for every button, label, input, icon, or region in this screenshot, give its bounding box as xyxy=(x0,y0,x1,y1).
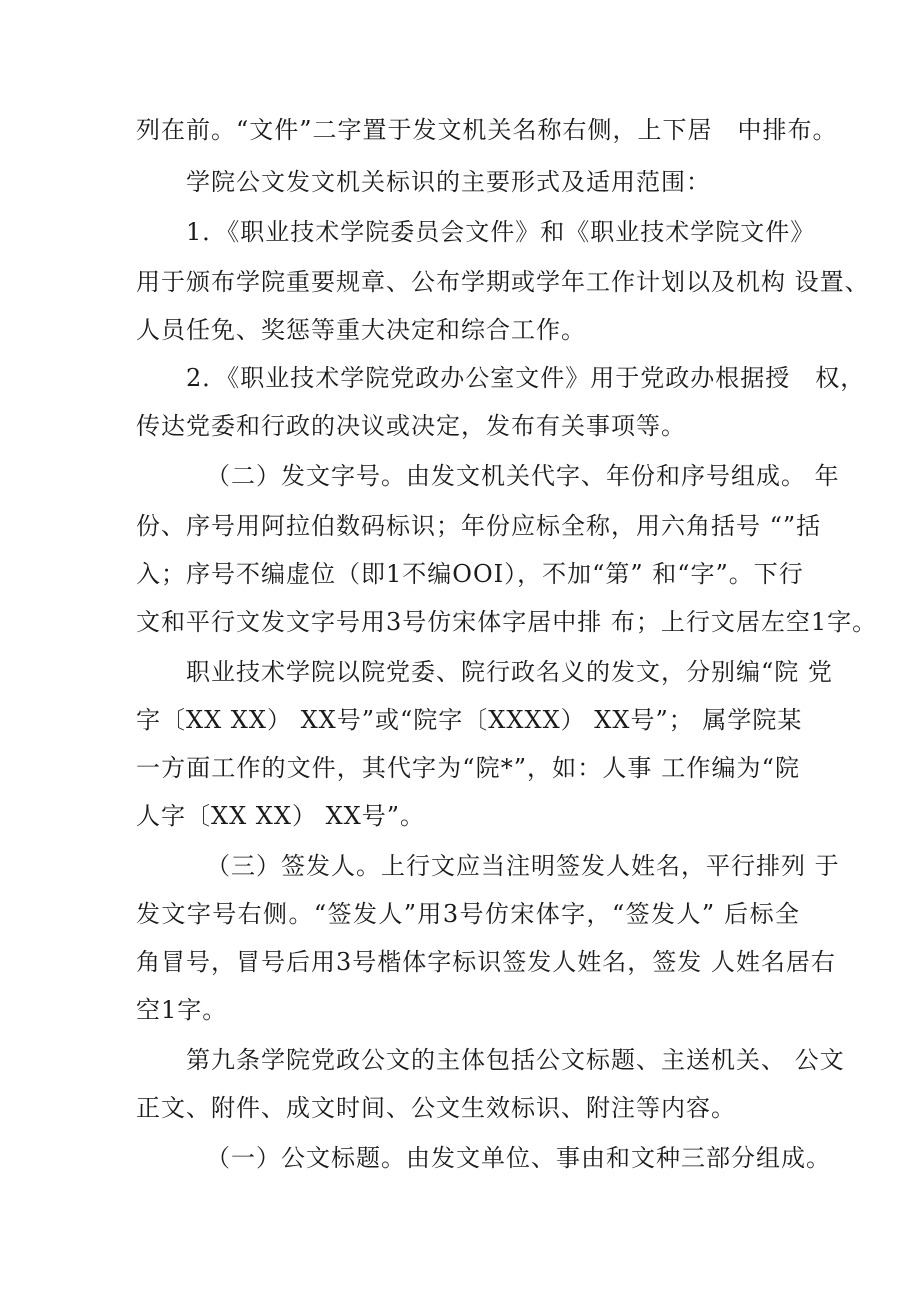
text-line: 人字〔XX XX） XX号”。 xyxy=(136,802,426,830)
text-line: 传达党委和行政的决议或决定，发布有关事项等。 xyxy=(136,412,686,440)
text-line: （三）签发人。上行文应当注明签发人姓名，平行排列 于 xyxy=(206,852,840,880)
text-line: 一方面工作的文件，其代字为“院*”，如：人事 工作编为“院 xyxy=(136,754,800,782)
text-line: 入；序号不编虚位（即1不编OOI），不加“第” 和“字”。下行 xyxy=(136,560,804,588)
text-line: 列在前。“文件”二字置于发文机关名称右侧，上下居 中排布。 xyxy=(136,116,838,144)
text-line: 职业技术学院以院党委、院行政名义的发文，分别编“院 党 xyxy=(186,658,833,686)
text-line: 发文字号右侧。“签发人”用3号仿宋体字，“签发人” 后标全 xyxy=(136,900,800,928)
text-line: 正文、附件、成文时间、公文生效标识、附注等内容。 xyxy=(136,1094,736,1122)
text-line: 份、序号用阿拉伯数码标识；年份应标全称，用六角括号 “”括 xyxy=(136,512,822,540)
text-line: 第九条学院党政公文的主体包括公文标题、主送机关、 公文 xyxy=(186,1046,845,1074)
text-line: 学院公文发文机关标识的主要形式及适用范围： xyxy=(186,168,711,196)
text-line: 用于颁布学院重要规章、公布学期或学年工作计划以及机构 设置、 xyxy=(136,268,870,296)
text-line: 2．《职业技术学院党政办公室文件》用于党政办根据授 权， xyxy=(186,364,866,392)
text-line: 1．《职业技术学院委员会文件》和《职业技术学院文件》 xyxy=(186,218,816,246)
text-line: 角冒号，冒号后用3号楷体字标识签发人姓名，签发 人姓名居右 xyxy=(136,948,836,976)
text-line: 文和平行文发文字号用3号仿宋体字居中排 布；上行文居左空1字。 xyxy=(136,608,878,636)
text-line: 空1字。 xyxy=(136,996,228,1024)
text-line: （一）公文标题。由发文单位、事由和文种三部分组成。 xyxy=(206,1144,831,1172)
text-line: 字〔XX XX） XX号”或“院字〔XXXX） XX号”； 属学院某 xyxy=(136,706,803,734)
text-line: （二）发文字号。由发文机关代字、年份和序号组成。 年 xyxy=(206,462,840,490)
text-line: 人员任免、奖惩等重大决定和综合工作。 xyxy=(136,316,586,344)
